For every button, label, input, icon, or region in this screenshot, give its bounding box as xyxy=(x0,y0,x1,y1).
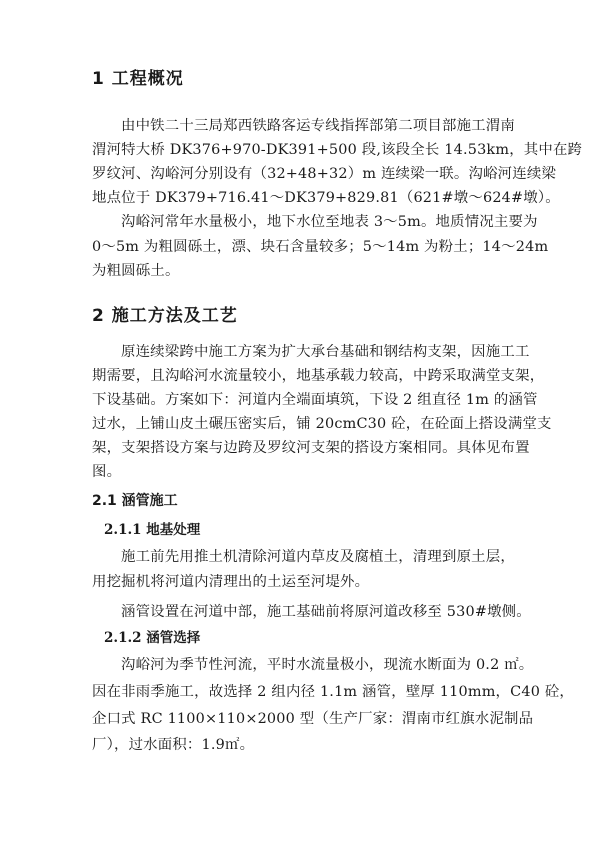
paragraph-line: 为粗圆砾土。 xyxy=(92,263,180,279)
paragraph-line: 过水，上铺山皮土碾压密实后，铺 20cmC30 砼，在砼面上搭设满堂支 xyxy=(92,416,552,432)
paragraph-line: 罗纹河、沟峪河分别设有（32+48+32）m 连续梁一联。沟峪河连续梁 xyxy=(92,166,557,182)
paragraph-line: 架，支架搭设方案与边跨及罗纹河支架的搭设方案相同。具体见布置 xyxy=(92,440,530,456)
paragraph-line: 厂），过水面积：1.9㎡。 xyxy=(92,737,255,753)
paragraph-line: 企口式 RC 1100×110×2000 型（生产厂家：渭南市红旗水泥制品 xyxy=(92,711,534,727)
item-heading-2-1-1: 2.1.1 地基处理 xyxy=(104,522,201,538)
paragraph-line: 地点位于 DK379+716.41～DK379+829.81（621#墩～624#墩）。 xyxy=(92,190,560,206)
paragraph-line: 施工前先用推土机清除河道内草皮及腐植土，清理到原土层， xyxy=(121,549,515,565)
paragraph-line: 沟峪河为季节性河流，平时水流量极小，现流水断面为 0.2 ㎡。 xyxy=(121,657,534,673)
paragraph-line: 由中铁二十三局郑西铁路客运专线指挥部第二项目部施工渭南 xyxy=(121,118,515,134)
paragraph-line: 期需要，且沟峪河水流量较小，地基承载力较高，中跨采取满堂支架， xyxy=(92,368,545,384)
paragraph-line: 涵管设置在河道中部，施工基础前将原河道改移至 530#墩侧。 xyxy=(121,604,531,620)
paragraph-line: 沟峪河常年水量极小，地下水位至地表 3～5m。地质情况主要为 xyxy=(121,214,538,230)
paragraph-line: 下设基础。方案如下：河道内全端面填筑，下设 2 组直径 1m 的涵管 xyxy=(92,392,538,408)
section-heading-1: 1 工程概况 xyxy=(92,69,184,89)
section-heading-2: 2 施工方法及工艺 xyxy=(92,306,238,326)
paragraph-line: 图。 xyxy=(92,464,122,480)
paragraph-line: 0～5m 为粗圆砾土，漂、块石含量较多；5～14m 为粉土；14～24m xyxy=(92,239,549,255)
item-heading-2-1-2: 2.1.2 涵管选择 xyxy=(104,630,201,646)
paragraph-line: 渭河特大桥 DK376+970-DK391+500 段,该段全长 14.53km，其中在跨 xyxy=(92,142,583,158)
paragraph-line: 用挖掘机将河道内清理出的土运至河堤外。 xyxy=(92,574,370,590)
subsection-heading: 2.1 涵管施工 xyxy=(92,493,178,509)
paragraph-line: 因在非雨季施工，故选择 2 组内径 1.1m 涵管，壁厚 110mm，C40 砼， xyxy=(92,684,575,700)
paragraph-line: 原连续梁跨中施工方案为扩大承台基础和钢结构支架，因施工工 xyxy=(121,344,530,360)
